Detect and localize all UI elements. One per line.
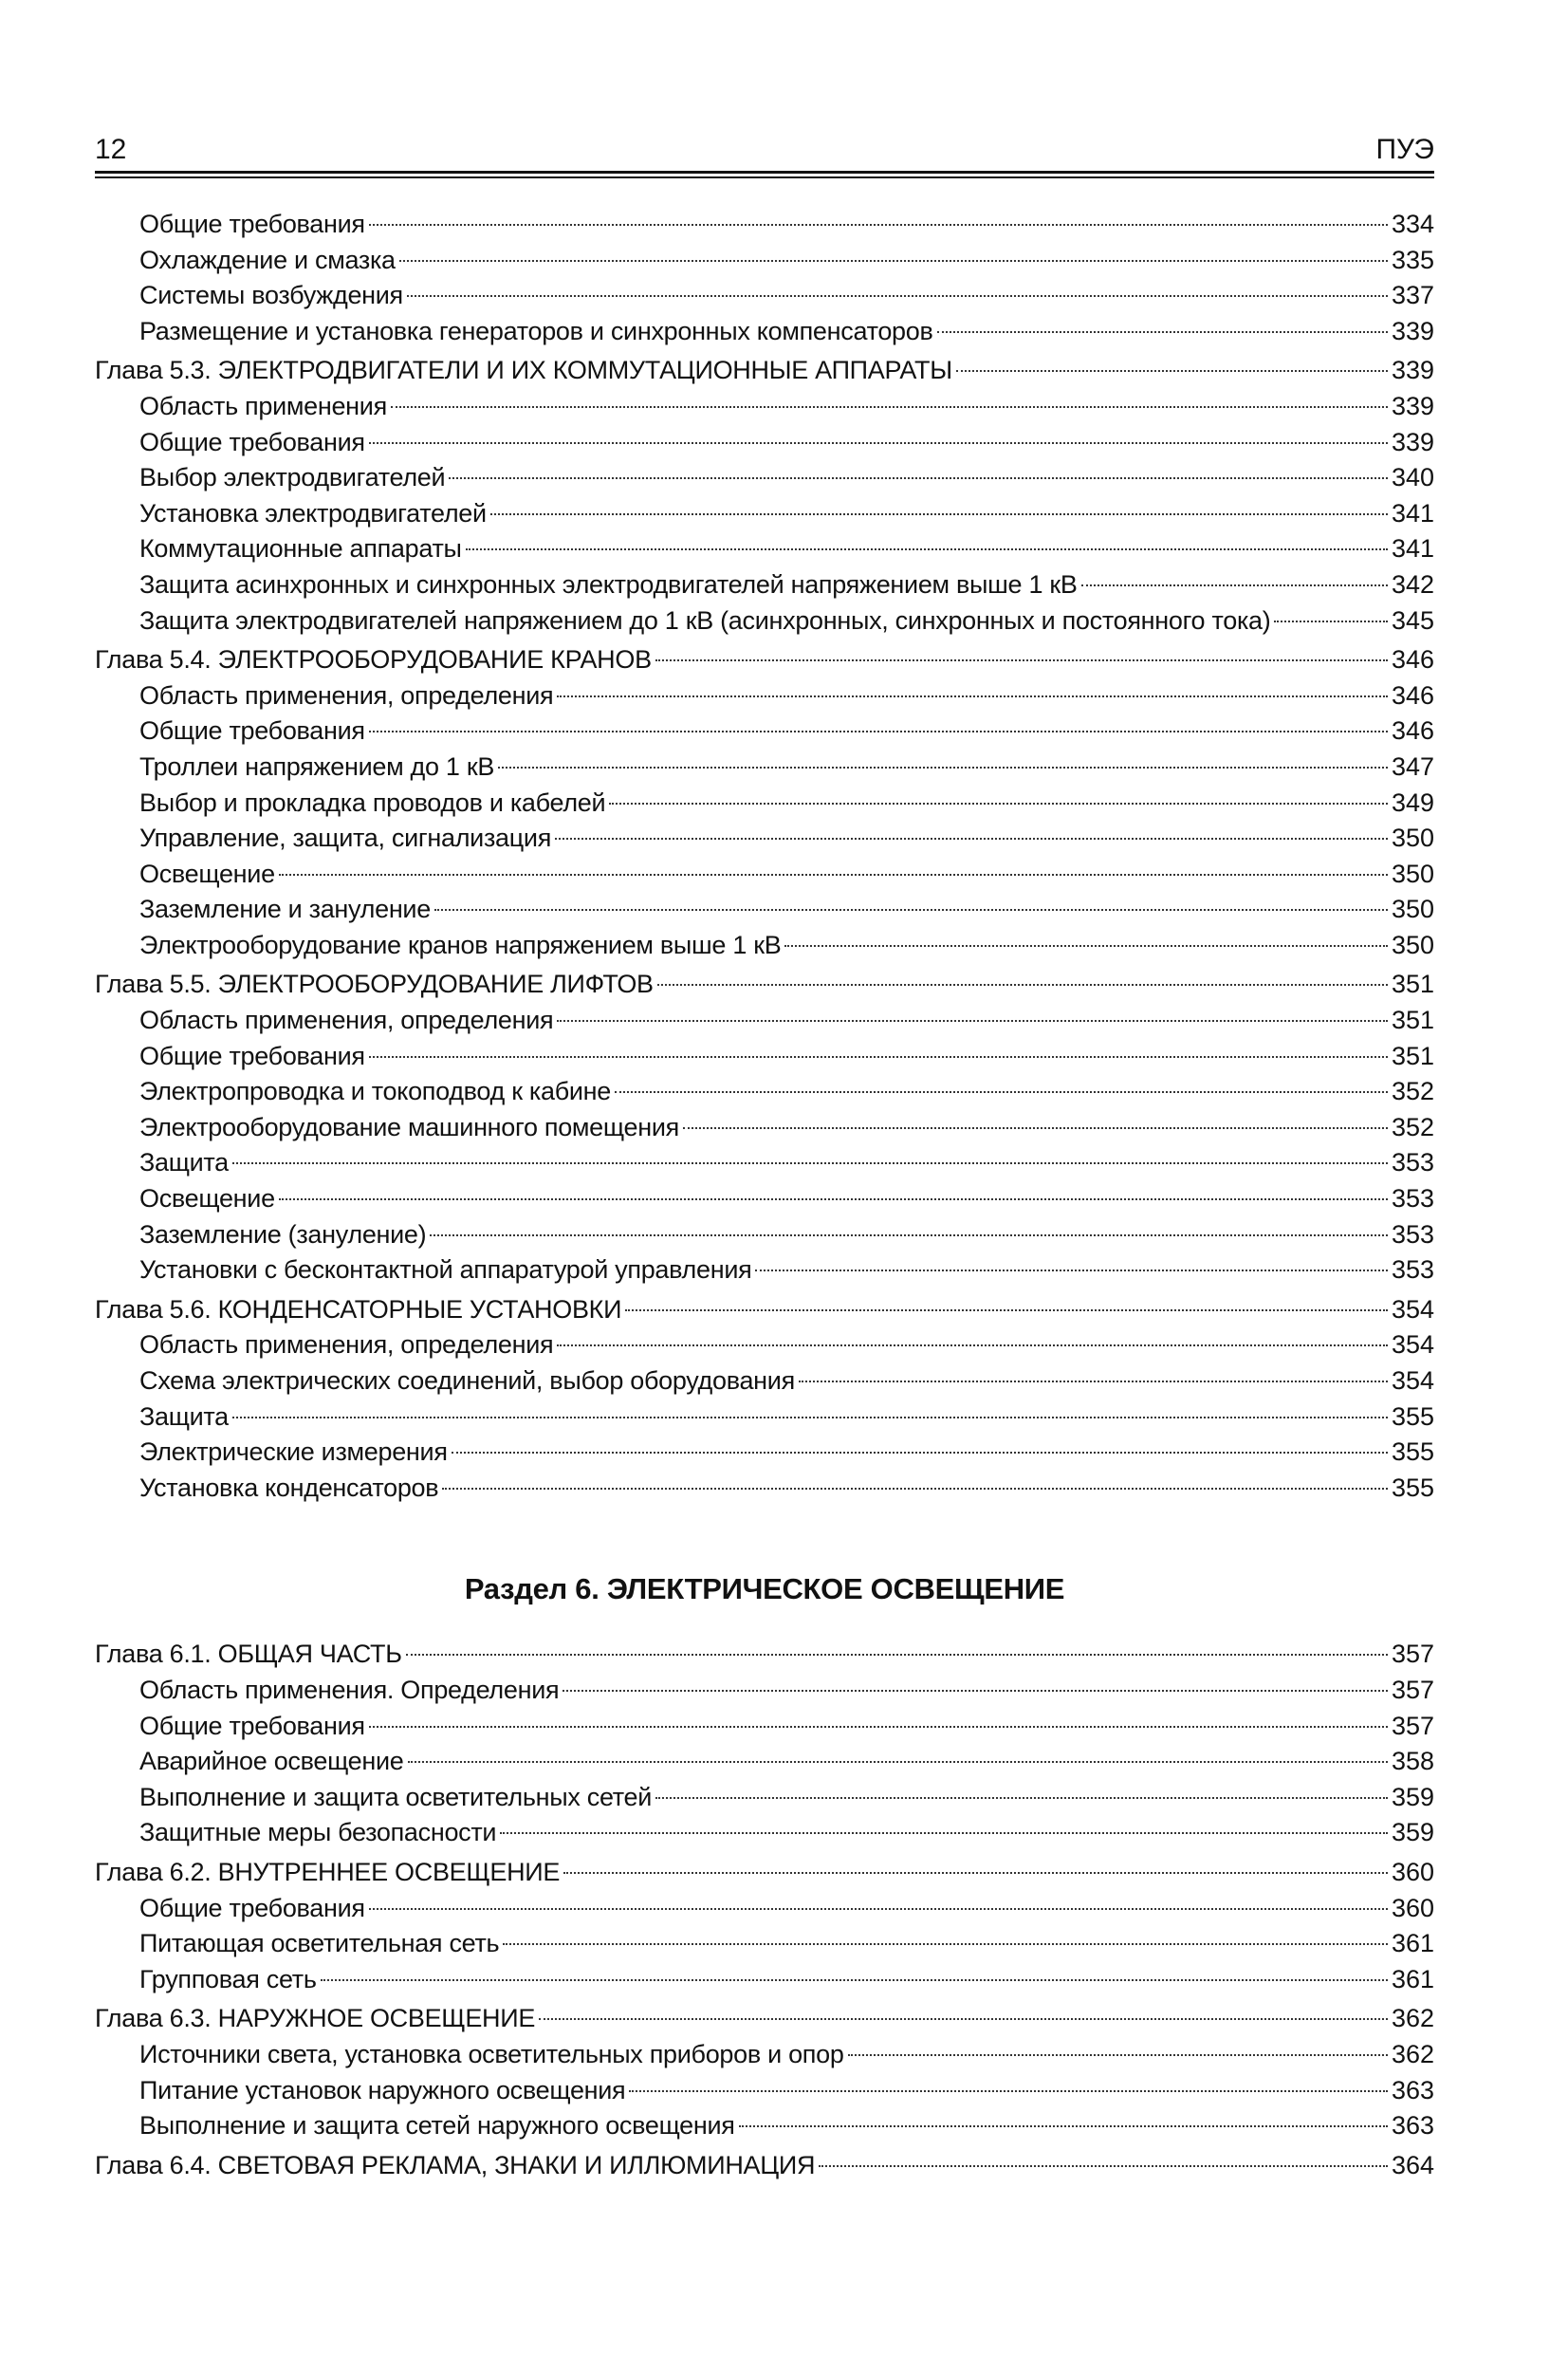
toc-entry-title: Общие требования	[139, 210, 365, 238]
toc-section-entry	[95, 1003, 1434, 1039]
toc-section-6	[95, 1637, 1434, 2183]
toc-entry-title: Питание установок наружного освещения	[139, 2075, 626, 2104]
toc-section-entry	[95, 278, 1434, 314]
dot-leader	[683, 1127, 1388, 1129]
toc-entry-title: Охлаждение и смазка	[139, 245, 396, 274]
toc-section-entry	[95, 1815, 1434, 1851]
toc-entry-page: 362	[1391, 2004, 1434, 2033]
dot-leader	[279, 1198, 1388, 1200]
toc-entry-title: Глава 6.3. НАРУЖНОЕ ОСВЕЩЕНИЕ	[95, 2004, 536, 2033]
toc-entry-title: Выполнение и защита сетей наружного освещения	[139, 2111, 735, 2141]
dot-leader	[799, 1381, 1388, 1382]
table-of-contents	[95, 207, 1434, 2183]
toc-entry-title: Выбор электродвигателей	[139, 463, 446, 492]
toc-entry-title: Управление, защита, сигнализация	[139, 824, 552, 853]
dot-leader	[407, 295, 1388, 297]
toc-entry-page: 339	[1391, 316, 1434, 345]
dot-leader	[430, 1234, 1388, 1236]
toc-chapter-entry	[95, 353, 1434, 389]
toc-entry-title: Область применения	[139, 391, 387, 420]
part-heading: Раздел 6. ЭЛЕКТРИЧЕСКОЕ ОСВЕЩЕНИЕ	[464, 1572, 1065, 1606]
toc-entry-title: Аварийное освещение	[139, 1747, 404, 1776]
toc-section-entry	[95, 389, 1434, 425]
dot-leader	[498, 767, 1388, 769]
toc-entry-title: Общие требования	[139, 427, 365, 456]
dot-leader	[369, 1908, 1388, 1910]
dot-leader	[1274, 621, 1387, 622]
toc-entry-page: 341	[1391, 534, 1434, 564]
toc-section-entry	[95, 567, 1434, 603]
toc-entry-title: Глава 6.2. ВНУТРЕННЕЕ ОСВЕЩЕНИЕ	[95, 1857, 561, 1886]
toc-section-entry	[95, 1363, 1434, 1399]
toc-entry-title: Глава 5.3. ЭЛЕКТРОДВИГАТЕЛИ И ИХ КОММУТАЦИОННЫЕ АППАРАТЫ	[95, 356, 952, 385]
dot-leader	[466, 548, 1388, 550]
dot-leader	[449, 477, 1388, 479]
toc-section-5	[95, 207, 1434, 1506]
toc-entry-title: Заземление и зануление	[139, 895, 431, 924]
toc-entry-page: 351	[1391, 970, 1434, 999]
dot-leader	[490, 513, 1388, 515]
dot-leader	[452, 1452, 1388, 1454]
toc-entry-page: 350	[1391, 930, 1434, 959]
toc-entry-title: Схема электрических соединений, выбор оборудования	[139, 1366, 795, 1395]
toc-entry-page: 346	[1391, 645, 1434, 675]
toc-entry-page: 361	[1391, 1929, 1434, 1958]
toc-entry-page: 341	[1391, 498, 1434, 528]
toc-entry-page: 350	[1391, 895, 1434, 924]
dot-leader	[406, 1654, 1388, 1656]
dot-leader	[369, 1726, 1388, 1728]
toc-entry-page: 360	[1391, 1857, 1434, 1886]
toc-entry-title: Установки с бесконтактной аппаратурой управления	[139, 1255, 752, 1285]
toc-section-entry	[95, 821, 1434, 857]
toc-entry-page: 357	[1391, 1711, 1434, 1740]
dot-leader	[625, 1309, 1388, 1311]
dot-leader	[557, 1344, 1388, 1346]
dot-leader	[1081, 584, 1388, 586]
dot-leader	[557, 1020, 1388, 1022]
toc-entry-title: Глава 5.4. ЭЛЕКТРООБОРУДОВАНИЕ КРАНОВ	[95, 645, 652, 675]
toc-entry-page: 339	[1391, 391, 1434, 420]
toc-entry-title: Установка конденсаторов	[139, 1473, 439, 1502]
toc-section-entry	[95, 2073, 1434, 2109]
dot-leader	[442, 1488, 1388, 1490]
dot-leader	[563, 1690, 1388, 1692]
toc-entry-title: Электрооборудование кранов напряжением выше 1 кВ	[139, 930, 782, 959]
toc-chapter-entry	[95, 2001, 1434, 2037]
header-rule-thin	[95, 176, 1434, 178]
toc-section-entry	[95, 1181, 1434, 1217]
toc-entry-page: 362	[1391, 2039, 1434, 2068]
toc-chapter-entry	[95, 1855, 1434, 1891]
toc-entry-title: Освещение	[139, 1184, 275, 1214]
toc-entry-page: 357	[1391, 1675, 1434, 1704]
toc-entry-title: Защита асинхронных и синхронных электродвигателей напряжением выше 1 кВ	[139, 569, 1078, 599]
toc-entry-page: 354	[1391, 1330, 1434, 1360]
toc-section-entry	[95, 207, 1434, 243]
toc-entry-title: Установка электродвигателей	[139, 498, 487, 528]
toc-entry-title: Общие требования	[139, 1893, 365, 1922]
toc-section-entry	[95, 1217, 1434, 1253]
toc-entry-page: 350	[1391, 824, 1434, 853]
toc-entry-page: 353	[1391, 1148, 1434, 1177]
toc-section-entry	[95, 1744, 1434, 1780]
toc-section-entry	[95, 496, 1434, 532]
toc-entry-page: 353	[1391, 1255, 1434, 1285]
toc-entry-title: Общие требования	[139, 1711, 365, 1740]
toc-entry-page: 340	[1391, 463, 1434, 492]
toc-section-entry	[95, 1145, 1434, 1181]
page-number: 12	[95, 134, 127, 165]
toc-section-entry	[95, 1673, 1434, 1709]
toc-section-entry	[95, 243, 1434, 279]
dot-leader	[503, 1943, 1388, 1945]
dot-leader	[434, 909, 1388, 911]
toc-chapter-entry	[95, 2148, 1434, 2184]
toc-entry-title: Заземление (зануление)	[139, 1219, 427, 1249]
toc-entry-page: 355	[1391, 1437, 1434, 1467]
toc-entry-page: 353	[1391, 1184, 1434, 1214]
toc-entry-title: Выбор и прокладка проводов и кабелей	[139, 788, 606, 817]
dot-leader	[279, 874, 1388, 876]
dot-leader	[408, 1761, 1388, 1763]
dot-leader	[369, 224, 1388, 226]
dot-leader	[232, 1417, 1388, 1418]
toc-entry-page: 350	[1391, 859, 1434, 888]
toc-entry-title: Освещение	[139, 859, 275, 888]
dot-leader	[609, 803, 1388, 805]
toc-entry-page: 361	[1391, 1964, 1434, 1993]
toc-chapter-entry	[95, 642, 1434, 678]
toc-entry-title: Защита	[139, 1148, 229, 1177]
toc-section-entry	[95, 1399, 1434, 1436]
toc-entry-title: Область применения, определения	[139, 680, 554, 710]
toc-section-entry	[95, 1709, 1434, 1745]
toc-section-entry	[95, 314, 1434, 350]
toc-chapter-entry	[95, 1637, 1434, 1673]
toc-entry-page: 364	[1391, 2150, 1434, 2179]
dot-leader	[399, 260, 1388, 262]
toc-section-entry	[95, 1435, 1434, 1471]
toc-entry-title: Электрооборудование машинного помещения	[139, 1112, 679, 1141]
toc-section-entry	[95, 460, 1434, 496]
toc-section-entry	[95, 857, 1434, 893]
dot-leader	[321, 1979, 1388, 1981]
toc-section-entry	[95, 1252, 1434, 1288]
toc-entry-title: Общие требования	[139, 1041, 365, 1070]
toc-chapter-entry	[95, 1292, 1434, 1328]
dot-leader	[232, 1162, 1388, 1164]
toc-entry-page: 357	[1391, 1640, 1434, 1669]
toc-entry-title: Общие требования	[139, 716, 365, 746]
toc-entry-page: 353	[1391, 1219, 1434, 1249]
toc-chapter-entry	[95, 967, 1434, 1003]
toc-entry-page: 363	[1391, 2111, 1434, 2141]
toc-entry-page: 346	[1391, 716, 1434, 746]
toc-section-entry	[95, 603, 1434, 639]
toc-entry-page: 339	[1391, 356, 1434, 385]
toc-entry-page: 349	[1391, 788, 1434, 817]
dot-leader	[956, 370, 1388, 372]
toc-entry-title: Электропроводка и токоподвод к кабине	[139, 1077, 612, 1106]
dot-leader	[657, 984, 1388, 986]
toc-entry-title: Область применения, определения	[139, 1330, 554, 1360]
toc-entry-page: 345	[1391, 605, 1434, 635]
dot-leader	[784, 945, 1387, 947]
toc-entry-page: 355	[1391, 1473, 1434, 1502]
toc-section-entry	[95, 1926, 1434, 1962]
toc-section-entry	[95, 531, 1434, 567]
toc-entry-title: Область применения, определения	[139, 1006, 554, 1035]
toc-entry-title: Защита	[139, 1401, 229, 1431]
dot-leader	[555, 838, 1388, 840]
toc-entry-page: 335	[1391, 245, 1434, 274]
dot-leader	[369, 731, 1388, 732]
toc-entry-title: Выполнение и защита осветительных сетей	[139, 1782, 653, 1811]
toc-entry-title: Источники света, установка осветительных приборов и опор	[139, 2039, 844, 2068]
toc-section-entry	[95, 750, 1434, 786]
toc-section-entry	[95, 2108, 1434, 2144]
toc-entry-page: 352	[1391, 1077, 1434, 1106]
dot-leader	[739, 2125, 1388, 2127]
toc-entry-title: Защитные меры безопасности	[139, 1818, 497, 1847]
toc-entry-page: 347	[1391, 751, 1434, 781]
toc-entry-page: 359	[1391, 1782, 1434, 1811]
toc-entry-page: 339	[1391, 427, 1434, 456]
dot-leader	[937, 331, 1388, 333]
toc-section-entry	[95, 928, 1434, 964]
toc-section-entry	[95, 1780, 1434, 1816]
toc-entry-page: 360	[1391, 1893, 1434, 1922]
toc-entry-title: Глава 6.1. ОБЩАЯ ЧАСТЬ	[95, 1640, 402, 1669]
dot-leader	[391, 406, 1388, 408]
dot-leader	[615, 1091, 1388, 1093]
toc-section-entry	[95, 1074, 1434, 1110]
toc-section-entry	[95, 786, 1434, 822]
dot-leader	[819, 2165, 1388, 2167]
dot-leader	[755, 1270, 1387, 1271]
toc-section-entry	[95, 1110, 1434, 1146]
toc-entry-page: 358	[1391, 1747, 1434, 1776]
toc-entry-title: Системы возбуждения	[139, 281, 403, 310]
dot-leader	[655, 659, 1388, 661]
toc-entry-page: 342	[1391, 569, 1434, 599]
toc-entry-page: 354	[1391, 1366, 1434, 1395]
toc-entry-page: 337	[1391, 281, 1434, 310]
toc-entry-title: Глава 5.5. ЭЛЕКТРООБОРУДОВАНИЕ ЛИФТОВ	[95, 970, 654, 999]
toc-entry-page: 334	[1391, 210, 1434, 238]
toc-section-entry	[95, 2037, 1434, 2073]
dot-leader	[369, 1056, 1388, 1058]
toc-section-entry	[95, 1962, 1434, 1998]
toc-entry-title: Троллеи напряжением до 1 кВ	[139, 751, 495, 781]
dot-leader	[629, 2090, 1388, 2092]
toc-entry-title: Область применения. Определения	[139, 1675, 560, 1704]
toc-entry-title: Коммутационные аппараты	[139, 534, 462, 564]
toc-entry-page: 355	[1391, 1401, 1434, 1431]
toc-section-entry	[95, 892, 1434, 928]
dot-leader	[557, 695, 1388, 697]
toc-entry-title: Питающая осветительная сеть	[139, 1929, 500, 1958]
toc-entry-page: 346	[1391, 680, 1434, 710]
dot-leader	[563, 1872, 1388, 1874]
dot-leader	[500, 1832, 1388, 1834]
toc-section-entry	[95, 714, 1434, 750]
toc-entry-title: Глава 6.4. СВЕТОВАЯ РЕКЛАМА, ЗНАКИ И ИЛЛЮМИНАЦИЯ	[95, 2150, 816, 2179]
toc-entry-title: Электрические измерения	[139, 1437, 448, 1467]
toc-entry-page: 351	[1391, 1041, 1434, 1070]
toc-entry-title: Размещение и установка генераторов и синхронных компенсаторов	[139, 316, 933, 345]
running-title: ПУЭ	[1375, 134, 1434, 165]
toc-entry-page: 363	[1391, 2075, 1434, 2104]
toc-section-entry	[95, 1327, 1434, 1363]
toc-entry-page: 359	[1391, 1818, 1434, 1847]
toc-entry-title: Защита электродвигателей напряжением до 1 кВ (асинхронных, синхронных и постоянного тока)	[139, 605, 1271, 635]
toc-section-entry	[95, 678, 1434, 714]
toc-entry-page: 351	[1391, 1006, 1434, 1035]
toc-section-entry	[95, 1891, 1434, 1927]
page-header	[95, 131, 1434, 169]
dot-leader	[369, 442, 1388, 444]
toc-entry-title: Групповая сеть	[139, 1964, 317, 1993]
toc-section-entry	[95, 425, 1434, 461]
toc-section-entry	[95, 1039, 1434, 1075]
dot-leader	[539, 2018, 1388, 2020]
toc-entry-page: 352	[1391, 1112, 1434, 1141]
toc-section-entry	[95, 1471, 1434, 1507]
toc-entry-page: 354	[1391, 1294, 1434, 1324]
dot-leader	[848, 2054, 1388, 2056]
dot-leader	[655, 1797, 1388, 1799]
toc-entry-title: Глава 5.6. КОНДЕНСАТОРНЫЕ УСТАНОВКИ	[95, 1294, 622, 1324]
header-rule-thick	[95, 171, 1434, 174]
